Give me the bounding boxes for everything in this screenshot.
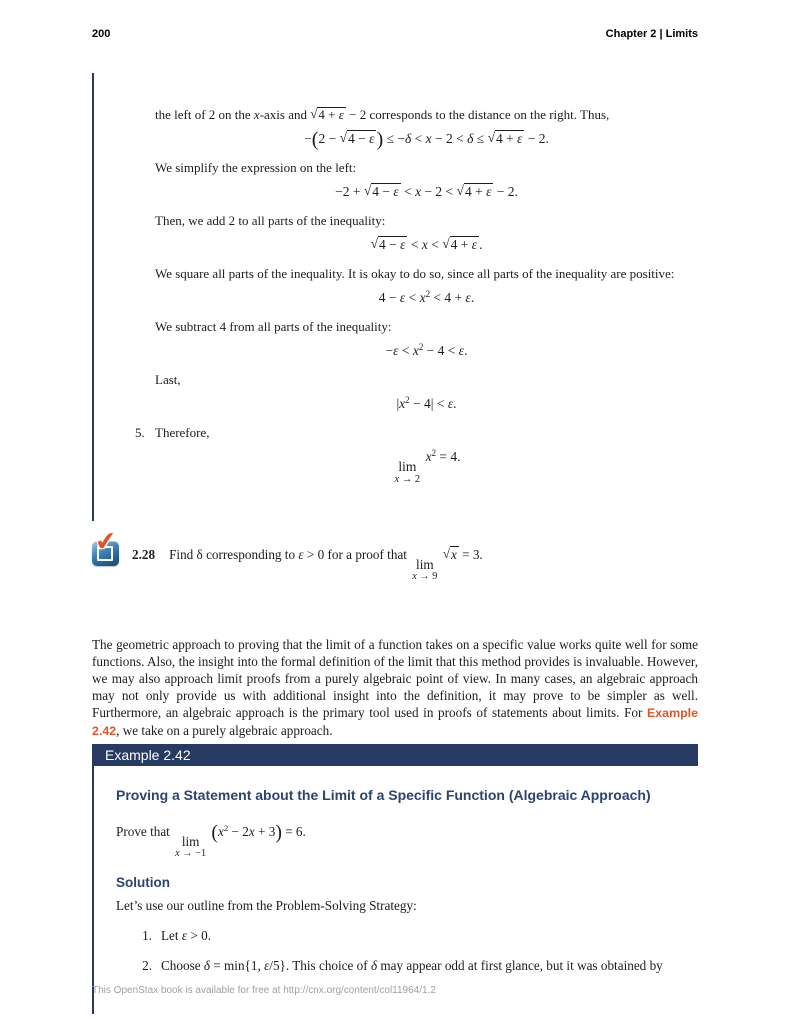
- body-paragraph: [92, 636, 698, 740]
- solution-heading: Solution: [116, 874, 170, 890]
- page-number: 200: [92, 28, 111, 40]
- example-title: Proving a Statement about the Limit of a Specific Function (Algebraic Approach): [116, 787, 651, 804]
- solution-intro: Let’s use our outline from the Problem-Solving Strategy:: [116, 897, 417, 913]
- list-item-number: 5.: [135, 425, 145, 440]
- solution-item: [116, 957, 698, 974]
- example-2-42-link[interactable]: Example 2.42: [92, 706, 698, 739]
- checkpoint-text: [132, 546, 483, 583]
- equation: lim x → 2 $x^2 = 4$.: [394, 448, 461, 486]
- equation: −2 + √4 − ε < x − 2 < √4 + ε − 2.: [335, 183, 518, 199]
- prove-statement: Prove that lim x → −1 $(x^2 - 2x + 3) = 6$.: [116, 821, 306, 859]
- list-item-number: 1.: [142, 927, 152, 943]
- proof-intro-text: the left of 2 on the x-axis and √4 + ε − 2 corresponds to the distance on the right. Thus,: [155, 106, 610, 122]
- example-banner: Example 2.42: [92, 744, 698, 766]
- checkpoint-box: [92, 526, 698, 596]
- footer-text: This OpenStax book is available for free at: [92, 985, 284, 996]
- proof-step-label: Then, we add 2 to all parts of the inequality:: [155, 213, 386, 228]
- proof-step-label: Last,: [155, 372, 181, 387]
- proof-step-label: We square all parts of the inequality. It is okay to do so, since all parts of the inequality are positive:: [155, 266, 675, 281]
- checkmark-glyph: ✔: [93, 526, 119, 558]
- chapter-title: Chapter 2 | Limits: [605, 28, 698, 40]
- footer-url[interactable]: http://cnx.org/content/col11964/1.2: [283, 985, 436, 996]
- proof-step-label: Therefore,: [155, 425, 210, 440]
- solution-item: [116, 927, 698, 944]
- equation: −(2 − √4 − ε) ≤ −δ < x − 2 < δ ≤ √4 + ε − 2.: [304, 128, 549, 151]
- proof-step-label: We subtract 4 from all parts of the inequality:: [155, 319, 392, 334]
- equation: $-\varepsilon < x^2 - 4 < \varepsilon$.: [385, 342, 468, 358]
- equation: √4 − ε < x < √4 + ε .: [370, 236, 483, 252]
- example-body: [92, 766, 698, 1014]
- solution-item-text: Choose δ = min{1, ε/5}. This choice of δ may appear odd at first glance, but it was obtained by: [161, 957, 663, 973]
- checkpoint-number: 2.28: [132, 547, 156, 563]
- proof-steps-section: [92, 73, 698, 521]
- example-box: [92, 744, 698, 1014]
- proof-step-label: We simplify the expression on the left:: [155, 160, 357, 175]
- solution-item-text: Let ε > 0.: [161, 927, 211, 943]
- equation: $4 - \varepsilon < x^2 < 4 + \varepsilon$.: [378, 289, 475, 305]
- checkpoint-question: Find δ corresponding to ε > 0 for a proof that lim x → 9 √x = 3.: [169, 546, 483, 583]
- list-item-number: 2.: [142, 957, 152, 973]
- equation: $|x^2 - 4| < \varepsilon$.: [396, 395, 457, 411]
- proof-list-item: [135, 424, 698, 441]
- page-header: [92, 28, 698, 40]
- paragraph-text: , we take on a purely algebraic approach.: [116, 723, 333, 739]
- footer-note: [92, 985, 436, 996]
- checkbox-checkmark-icon: [92, 526, 119, 566]
- paragraph-text: The geometric approach to proving that the limit of a function takes on a specific value works quite well for some functions. Also, the insight into the formal definition of the limit that this method provides is invaluable. However, we may also approach limit proofs from a purely algebraic point of view. In many cases, an algebraic approach may not only provide us with additional insight into the definition, it may prove to be simpler as well. Furthermore, an algebraic approach is the primary tool used in proofs of statements about limits. For: [92, 637, 698, 721]
